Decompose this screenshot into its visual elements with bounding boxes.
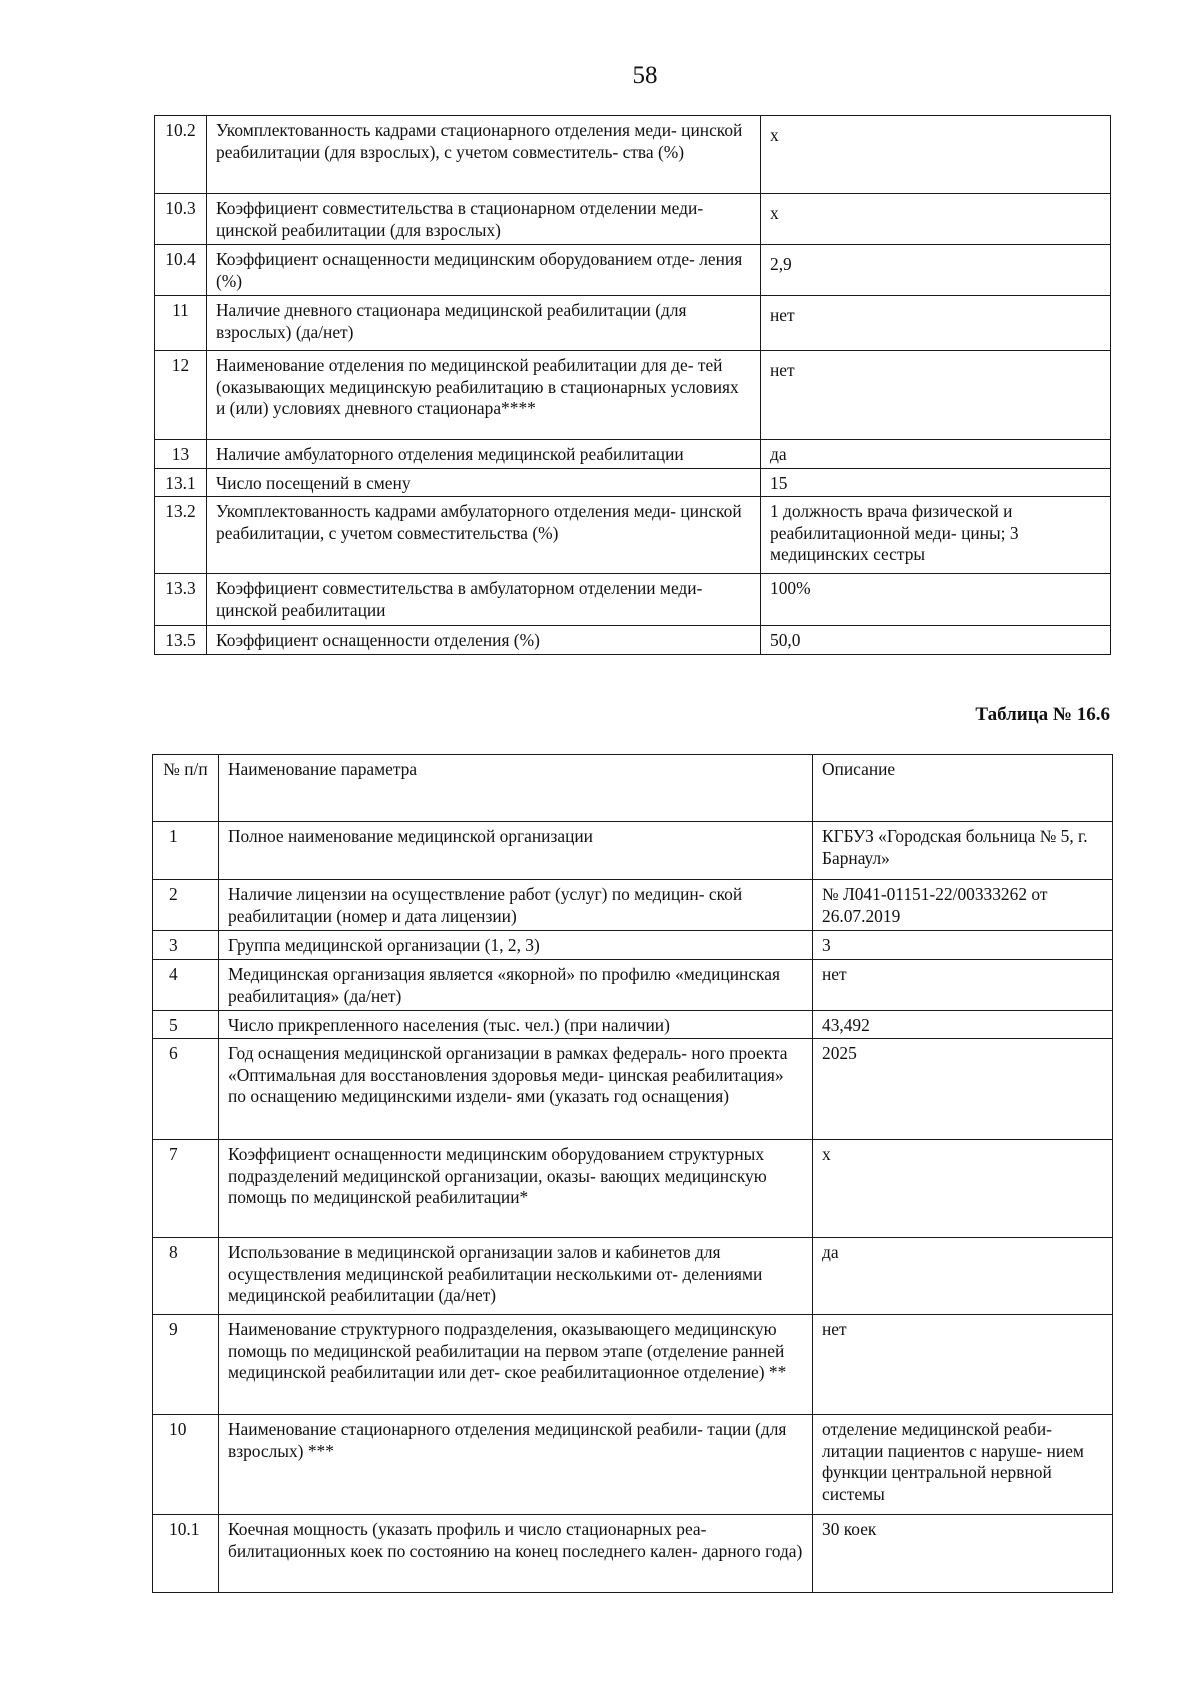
- parameter-name: Коэффициент оснащенности медицинским оборудованием структурных подразделений медицинской организации, оказы- вающих медицинскую помощь по медицинской реабилитации*: [219, 1140, 813, 1238]
- parameter-value: нет: [813, 1315, 1113, 1415]
- parameter-name: Наименование отделения по медицинской реабилитации для де- тей (оказывающих медицинскую реабилитацию в стационарных условиях и (или) условиях дневного стационара****: [207, 351, 761, 440]
- parameter-value: х: [813, 1140, 1113, 1238]
- parameter-name: Коэффициент оснащенности отделения (%): [207, 626, 761, 655]
- parameter-value: х: [761, 116, 1111, 194]
- table-row: [155, 469, 1111, 497]
- row-number: 6: [153, 1039, 219, 1140]
- table-row: [155, 574, 1111, 626]
- table-row: [153, 1315, 1113, 1415]
- table-row: [155, 194, 1111, 245]
- table-row: [153, 1238, 1113, 1315]
- row-number: 9: [153, 1315, 219, 1415]
- parameter-value: 3: [813, 931, 1113, 960]
- row-number: 4: [153, 960, 219, 1011]
- parameter-value: КГБУЗ «Городская больница № 5, г. Барнаул»: [813, 822, 1113, 880]
- parameter-name: Наименование структурного подразделения, оказывающего медицинскую помощь по медицинской реабилитации на первом этапе (отделение ранней медицинской реабилитации или дет- ское реабилитационное отделение) **: [219, 1315, 813, 1415]
- parameter-name: Коэффициент совместительства в стационарном отделении меди- цинской реабилитации (для взрослых): [207, 194, 761, 245]
- parameter-name: Укомплектованность кадрами амбулаторного отделения меди- цинской реабилитации, с учетом совместительства (%): [207, 497, 761, 574]
- page-number: 58: [632, 62, 658, 89]
- table-row: [153, 1515, 1113, 1593]
- parameter-value: 100%: [761, 574, 1111, 626]
- table-title: Таблица № 16.6: [975, 704, 1110, 725]
- table-row: [153, 880, 1113, 931]
- table-row: [155, 497, 1111, 574]
- parameter-value: 2025: [813, 1039, 1113, 1140]
- table-row: [153, 931, 1113, 960]
- parameter-value: № Л041-01151-22/00333262 от 26.07.2019: [813, 880, 1113, 931]
- table-row: [155, 626, 1111, 655]
- parameter-value: 1 должность врача физической и реабилитационной меди- цины; 3 медицинских сестры: [761, 497, 1111, 574]
- parameters-table: [152, 754, 1113, 1593]
- row-number: 3: [153, 931, 219, 960]
- parameter-name: Наличие амбулаторного отделения медицинской реабилитации: [207, 440, 761, 469]
- parameter-name: Число посещений в смену: [207, 469, 761, 497]
- parameter-name: Наличие лицензии на осуществление работ (услуг) по медицин- ской реабилитации (номер и дата лицензии): [219, 880, 813, 931]
- table-row: [153, 822, 1113, 880]
- parameter-name: Наименование стационарного отделения медицинской реабили- тации (для взрослых) ***: [219, 1415, 813, 1515]
- continuation-table: [154, 115, 1111, 655]
- table-row: [155, 351, 1111, 440]
- parameter-value: х: [761, 194, 1111, 245]
- parameter-name: Укомплектованность кадрами стационарного отделения меди- цинской реабилитации (для взрослых), с учетом совместитель- ства (%): [207, 116, 761, 194]
- parameter-value: 2,9: [761, 245, 1111, 296]
- table-row: [155, 116, 1111, 194]
- table-header-row: [153, 755, 1113, 822]
- parameter-name: Коечная мощность (указать профиль и число стационарных реа- билитационных коек по состоянию на конец последнего кален- дарного года): [219, 1515, 813, 1593]
- row-number: 10.1: [153, 1515, 219, 1593]
- row-number: 5: [153, 1011, 219, 1039]
- parameter-value: нет: [813, 960, 1113, 1011]
- parameter-name: Коэффициент оснащенности медицинским оборудованием отде- ления (%): [207, 245, 761, 296]
- table-row: [153, 1039, 1113, 1140]
- table-row: [153, 1140, 1113, 1238]
- parameter-name: Число прикрепленного населения (тыс. чел.) (при наличии): [219, 1011, 813, 1039]
- table-row: [155, 440, 1111, 469]
- parameter-value: да: [813, 1238, 1113, 1315]
- parameter-value: 15: [761, 469, 1111, 497]
- row-number: 13.2: [155, 497, 207, 574]
- table-row: [155, 296, 1111, 351]
- row-number: 13.5: [155, 626, 207, 655]
- parameter-name: Группа медицинской организации (1, 2, 3): [219, 931, 813, 960]
- table-row: [153, 1415, 1113, 1515]
- parameter-value: 50,0: [761, 626, 1111, 655]
- row-number: 11: [155, 296, 207, 351]
- row-number: 7: [153, 1140, 219, 1238]
- row-number: 13: [155, 440, 207, 469]
- parameter-name: Год оснащения медицинской организации в рамках федераль- ного проекта «Оптимальная для восстановления здоровья меди- цинская реабилитация» по оснащению медицинскими издели- ями (указать год оснащения): [219, 1039, 813, 1140]
- table-row: [155, 245, 1111, 296]
- column-header-value: Описание: [813, 755, 1113, 822]
- row-number: 10.4: [155, 245, 207, 296]
- row-number: 10.2: [155, 116, 207, 194]
- table-row: [153, 960, 1113, 1011]
- row-number: 10.3: [155, 194, 207, 245]
- row-number: 2: [153, 880, 219, 931]
- parameter-value: отделение медицинской реаби- литации пациентов с наруше- нием функции центральной нервной системы: [813, 1415, 1113, 1515]
- parameter-value: 43,492: [813, 1011, 1113, 1039]
- parameter-value: нет: [761, 296, 1111, 351]
- parameter-name: Использование в медицинской организации залов и кабинетов для осуществления медицинской реабилитации несколькими от- делениями медицинской реабилитации (да/нет): [219, 1238, 813, 1315]
- parameter-value: да: [761, 440, 1111, 469]
- column-header-name: Наименование параметра: [219, 755, 813, 822]
- parameter-name: Наличие дневного стационара медицинской реабилитации (для взрослых) (да/нет): [207, 296, 761, 351]
- parameter-value: 30 коек: [813, 1515, 1113, 1593]
- row-number: 1: [153, 822, 219, 880]
- row-number: 13.3: [155, 574, 207, 626]
- column-header-number: № п/п: [153, 755, 219, 822]
- row-number: 13.1: [155, 469, 207, 497]
- parameter-name: Полное наименование медицинской организации: [219, 822, 813, 880]
- parameter-value: нет: [761, 351, 1111, 440]
- parameter-name: Коэффициент совместительства в амбулаторном отделении меди- цинской реабилитации: [207, 574, 761, 626]
- row-number: 12: [155, 351, 207, 440]
- row-number: 10: [153, 1415, 219, 1515]
- table-row: [153, 1011, 1113, 1039]
- parameter-name: Медицинская организация является «якорной» по профилю «медицинская реабилитация» (да/нет): [219, 960, 813, 1011]
- row-number: 8: [153, 1238, 219, 1315]
